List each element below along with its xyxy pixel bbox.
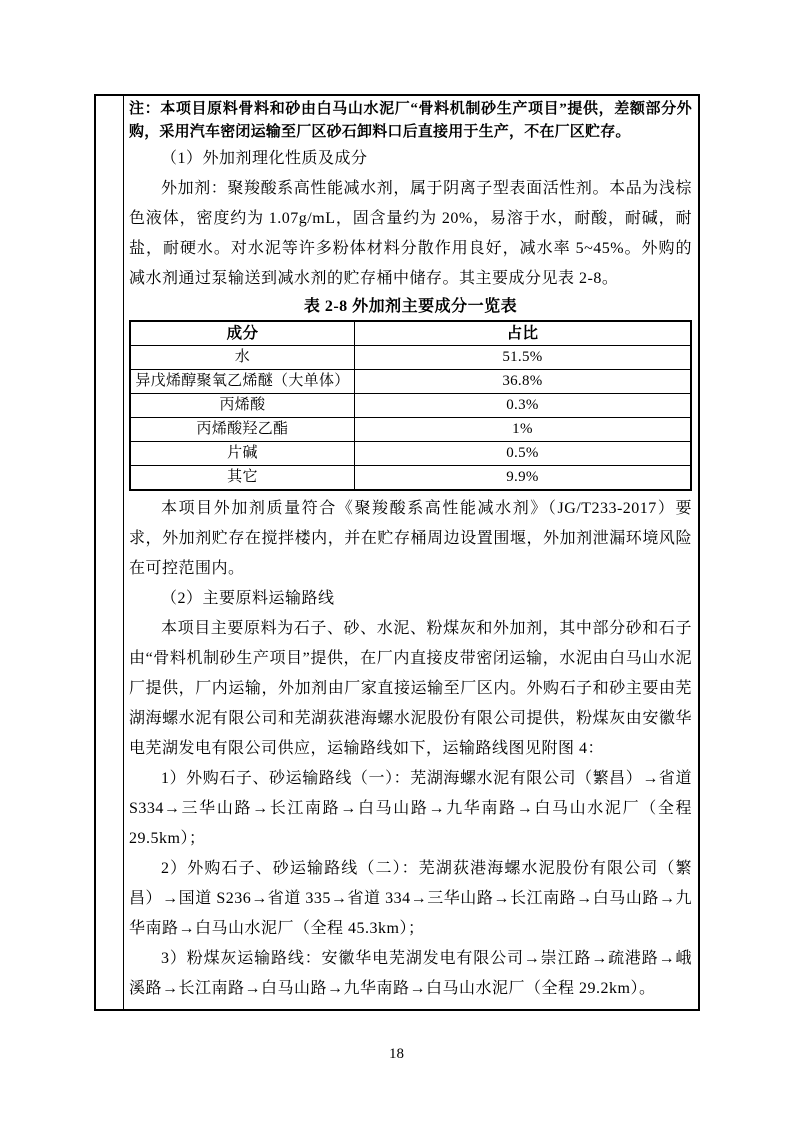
table-header-ratio: 占比 [354,321,691,346]
table-row [130,442,691,466]
note-paragraph: 注：本项目原料骨料和砂由白马山水泥厂“骨料机制砂生产项目”提供，差额部分外购，采用汽车密闭运输至厂区砂石卸料口后直接用于生产，不在厂区贮存。 [129,101,692,140]
component-ratio: 0.3% [354,394,691,418]
content-frame [94,94,700,1011]
component-name: 水 [130,346,354,370]
component-name: 异戊烯醇聚氧乙烯醚（大单体） [130,370,354,394]
component-ratio: 1% [354,418,691,442]
table-row [130,466,691,491]
route-2-paragraph: 2）外购石子、砂运输路线（二）：芜湖荻港海螺水泥股份有限公司（繁昌）→国道 S236→省道 335→省道 334→三华山路→长江南路→白马山路→九华南路→白马山水泥厂（全程 45.3km）； [129,860,692,937]
section1-paragraph2: 本项目外加剂质量符合《聚羧酸系高性能减水剂》（JG/T233-2017）要求，外加剂贮存在搅拌楼内，并在贮存桶周边设置围堰，外加剂泄漏环境风险在可控范围内。 [129,500,692,577]
table-row [130,394,691,418]
ingredients-table [129,320,692,491]
section1-paragraph: 外加剂：聚羧酸系高性能减水剂，属于阴离子型表面活性剂。本品为浅棕色液体，密度约为 1.07g/mL，固含量约为 20%，易溶于水，耐酸，耐碱，耐盐，耐硬水。对水泥等许多粉体材料分散作用良好，减水率 5~45%。外购的减水剂通过泵输送到减水剂的贮存桶中储存。其主要成分见表 2-8。 [129,180,692,287]
table-header-row [130,321,691,346]
component-name: 其它 [130,466,354,491]
table-row [130,370,691,394]
component-ratio: 36.8% [354,370,691,394]
component-name: 丙烯酸 [130,394,354,418]
content-cell [124,96,698,1009]
component-name: 片碱 [130,442,354,466]
left-stub-column [96,96,124,1009]
table-row [130,346,691,370]
table-row [130,418,691,442]
component-ratio: 51.5% [354,346,691,370]
table-title: 表 2-8 外加剂主要成分一览表 [303,298,518,315]
component-ratio: 9.9% [354,466,691,491]
section2-heading: （2）主要原料运输路线 [161,590,335,607]
route-3-paragraph: 3）粉煤灰运输路线：安徽华电芜湖发电有限公司→崇江路→疏港路→峨溪路→长江南路→白马山路→九华南路→白马山水泥厂（全程 29.2km）。 [129,950,692,997]
section2-paragraph: 本项目主要原料为石子、砂、水泥、粉煤灰和外加剂，其中部分砂和石子由“骨料机制砂生产项目”提供，在厂内直接皮带密闭运输，水泥由白马山水泥厂提供，厂内运输，外加剂由厂家直接运输至厂区内。外购石子和砂主要由芜湖海螺水泥有限公司和芜湖荻港海螺水泥股份有限公司提供，粉煤灰由安徽华电芜湖发电有限公司供应，运输路线如下，运输路线图见附图 4： [129,620,692,757]
component-ratio: 0.5% [354,442,691,466]
component-name: 丙烯酸羟乙酯 [130,418,354,442]
route-1-paragraph: 1）外购石子、砂运输路线（一）：芜湖海螺水泥有限公司（繁昌）→省道 S334→三华山路→长江南路→白马山路→九华南路→白马山水泥厂（全程 29.5km）； [129,770,692,847]
section1-heading: （1）外加剂理化性质及成分 [161,150,368,167]
table-header-component: 成分 [130,321,354,346]
page-number: 18 [389,1046,404,1062]
